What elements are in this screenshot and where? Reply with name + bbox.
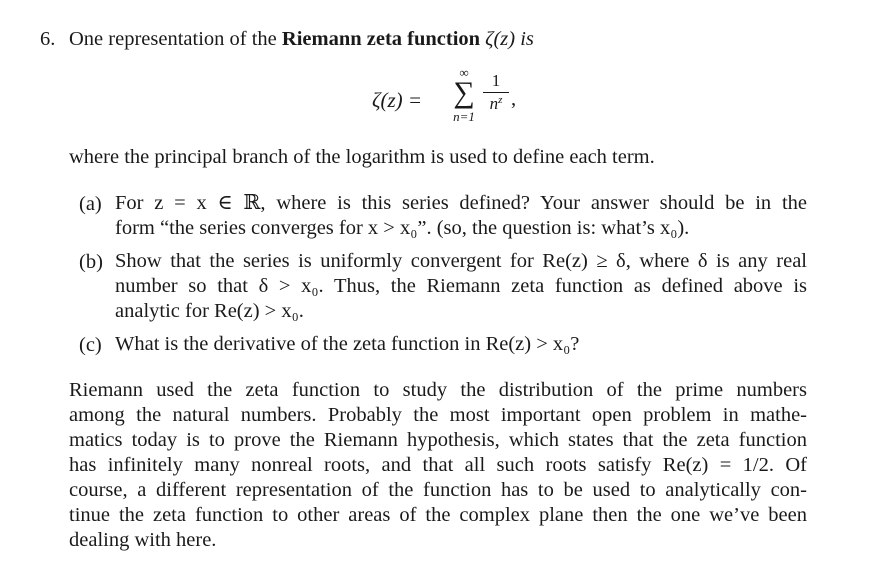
- part-c-label: (c): [79, 334, 102, 356]
- formula-comma: ,: [511, 88, 517, 110]
- intro-bold-term: Riemann zeta function: [281, 28, 481, 50]
- sum-upper-limit: ∞: [459, 65, 469, 80]
- closing-line-2: among the natural numbers. Probably the most important open problem in mathe-: [69, 404, 807, 426]
- part-a-label: (a): [79, 193, 102, 215]
- part-b-line-1: Show that the series is uniformly convergent for Re(z) ≥ δ, where δ is any real: [115, 250, 807, 272]
- closing-line-5: course, a different representation of the function has to be used to analytically con-: [69, 479, 807, 501]
- summation: [450, 66, 478, 123]
- part-b-line-2: number so that δ > x₀. Thus, the Riemann zeta function as defined above is: [115, 275, 807, 297]
- intro-prefix: One representation of the: [69, 28, 282, 50]
- sum-lower-limit: n=1: [453, 109, 475, 124]
- problem-intro: [69, 29, 534, 50]
- part-b-line-3: analytic for Re(z) > x₀.: [115, 300, 304, 322]
- denominator-exponent: z: [498, 94, 503, 106]
- part-b-label: (b): [79, 251, 103, 273]
- closing-line-4: has infinitely many nonreal roots, and that all such roots satisfy Re(z) = 1/2. Of: [69, 454, 807, 476]
- closing-line-7: dealing with here.: [69, 529, 217, 551]
- after-formula-text: where the principal branch of the logarithm is used to define each term.: [69, 146, 655, 168]
- part-a-line-1: For z = x ∈ ℝ, where is this series defined? Your answer should be in the: [115, 192, 807, 214]
- fraction-bar: [483, 92, 509, 93]
- part-c-line-1: What is the derivative of the zeta function in Re(z) > x₀?: [115, 333, 580, 355]
- fraction-denominator: [483, 95, 509, 112]
- closing-line-1: Riemann used the zeta function to study the distribution of the prime numbers: [69, 379, 807, 401]
- sigma-symbol: ∑: [453, 76, 475, 109]
- problem-number: 6.: [40, 28, 56, 50]
- fraction: [483, 72, 509, 112]
- intro-suffix: ζ(z) is: [485, 28, 534, 50]
- part-a-line-2: form “the series converges for x > x₀”. (so, the question is: what’s x₀).: [115, 217, 690, 239]
- fraction-numerator: 1: [491, 71, 501, 90]
- formula-lhs: ζ(z) =: [372, 88, 423, 112]
- zeta-formula: [372, 66, 522, 136]
- denominator-base: n: [489, 94, 499, 113]
- closing-line-3: matics today is to prove the Riemann hypothesis, which states that the zeta function: [69, 429, 807, 451]
- closing-line-6: tinue the zeta function to other areas of the complex plane then the one we’ve been: [69, 504, 807, 526]
